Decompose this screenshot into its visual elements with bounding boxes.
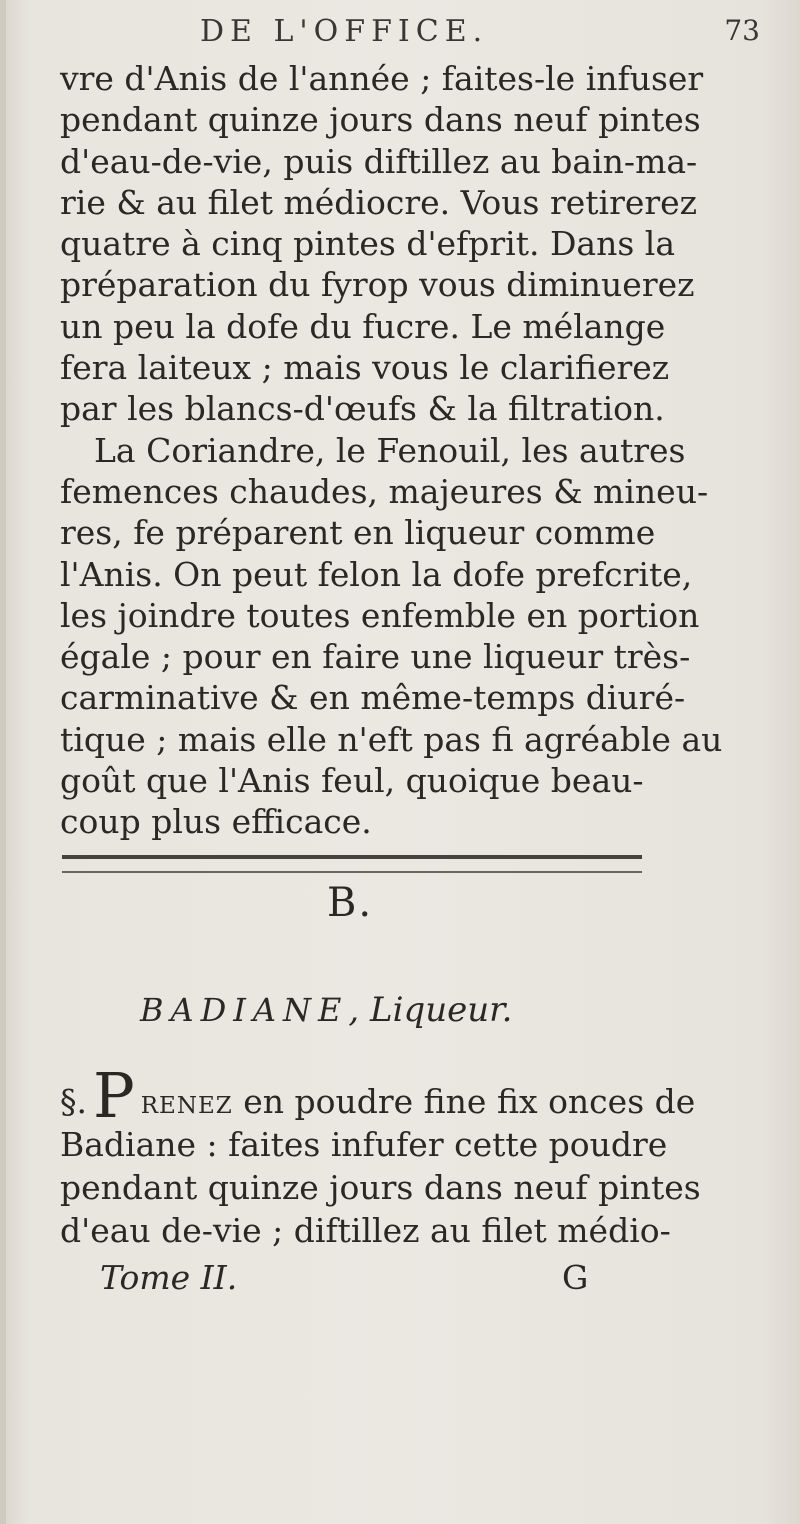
- text-line: carminative & en même-temps diuré-: [60, 678, 686, 718]
- text-line: les joindre toutes enfemble en portion: [60, 595, 700, 635]
- section-heading-suffix: , Liqueur.: [348, 990, 513, 1030]
- section-divider-rule: [62, 855, 642, 873]
- badiane-paragraph: [60, 1059, 760, 1252]
- drop-cap: P: [93, 1059, 135, 1132]
- text-line: quatre à cinq pintes d'efprit. Dans la: [60, 224, 675, 264]
- text-line: rie & au filet médiocre. Vous retirerez: [60, 182, 698, 222]
- page-number: 73: [724, 14, 760, 47]
- text-line: La Coriandre, le Fenouil, les autres: [94, 430, 686, 470]
- first-word: renez: [140, 1082, 233, 1121]
- page-binding-edge: [0, 0, 6, 1524]
- running-head: [200, 14, 760, 54]
- signature-mark: G: [562, 1258, 589, 1297]
- text-line: d'eau de-vie ; diftillez au filet médio-: [60, 1211, 671, 1250]
- text-line: vre d'Anis de l'année ; faites-le infuser: [60, 59, 704, 98]
- text-line: d'eau-de-vie, puis diftillez au bain-ma-: [60, 141, 698, 181]
- text-line: goût que l'Anis feul, quoique beau-: [60, 761, 644, 801]
- text-line: préparation du fyrop vous diminuerez: [60, 265, 695, 305]
- section-letter: B.: [326, 880, 374, 926]
- text-line: Badiane : faites infufer cette poudre: [60, 1125, 668, 1164]
- text-line: l'Anis. On peut felon la dofe prefcrite,: [60, 554, 693, 594]
- text-line: pendant quinze jours dans neuf pintes: [60, 1168, 701, 1207]
- page-footer: [100, 1258, 660, 1302]
- body-paragraph: [60, 58, 760, 843]
- text-line: un peu la dofe du fucre. Le mélange: [60, 306, 666, 346]
- volume-label: Tome II.: [100, 1258, 238, 1297]
- text-line: fera laiteux ; mais vous le clarifierez: [60, 348, 670, 388]
- section-mark: §.: [60, 1082, 87, 1121]
- text-line: femences chaudes, majeures & mineu-: [60, 471, 709, 511]
- text-line: par les blancs-d'œufs & la filtration.: [60, 389, 665, 429]
- section-heading: [140, 990, 512, 1030]
- text-line: coup plus efficace.: [60, 802, 372, 842]
- text-line: tique ; mais elle n'eft pas fi agréable au: [60, 719, 723, 759]
- text-line-rest: en poudre fine fix onces de: [243, 1082, 696, 1121]
- running-title: DE L'OFFICE.: [200, 14, 489, 49]
- text-line: pendant quinze jours dans neuf pintes: [60, 100, 701, 140]
- section-heading-name: BADIANE: [140, 991, 349, 1029]
- paragraph-first-line: [60, 1059, 760, 1132]
- text-line: égale ; pour en faire une liqueur très-: [60, 637, 691, 677]
- text-line: res, fe préparent en liqueur comme: [60, 513, 656, 553]
